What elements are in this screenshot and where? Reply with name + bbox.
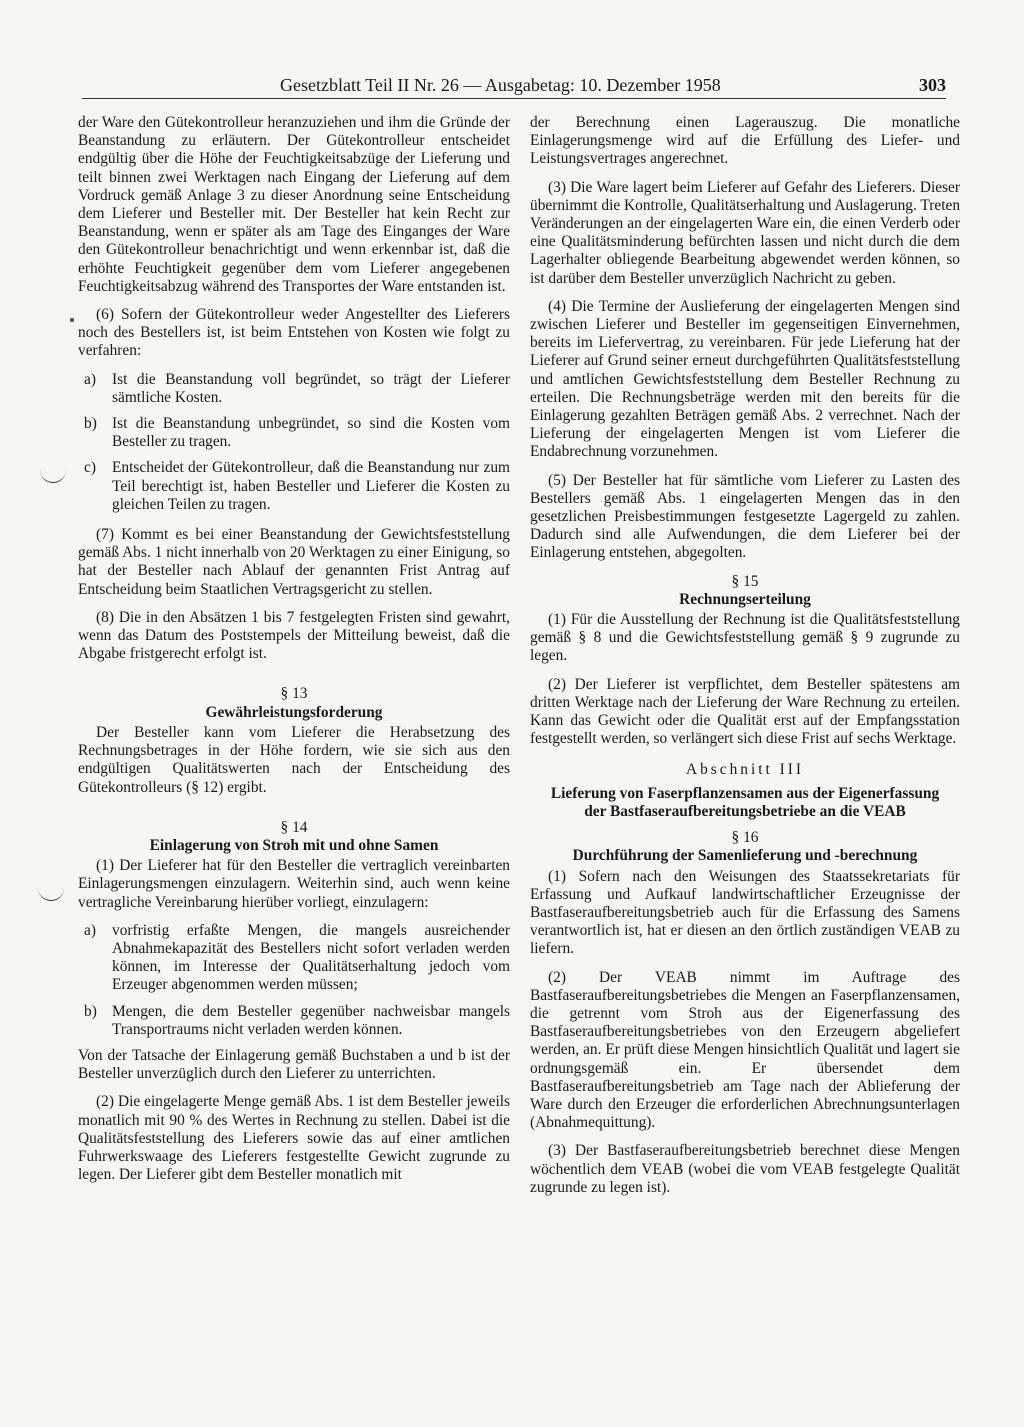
list-label: a) [84,370,96,388]
list-label: c) [84,459,96,477]
page-number: 303 [919,75,946,95]
paragraph: Von der Tatsache der Einlagerung gemäß Buchstaben a und b ist der Besteller unverzüglich durch den Lieferer zu unterrichten. [78,1046,510,1083]
paragraph: (4) Die Termine der Auslieferung der eingelagerten Mengen sind zwischen Lieferer und Besteller im gegenseitigen Einvernehmen, bereits im Liefervertrag, zu vereinbaren. Für jede Lieferung hat der Lieferer auf Grund seiner erneut durchgeführten Qualitätsfeststellung und amtlichen Gewichtsfeststellung dem Besteller Rechnung zu erteilen. Die Rechnungsbeträge werden mit den bereits für die Einlagerung gezahlten Beträgen gemäß Abs. 2 verrechnet. Nach der Lieferung der eingelagerten Mengen ist vom Lieferer die Endabrechnung vorzunehmen. [530,297,960,461]
section-number: § 16 [731,829,759,847]
list-text: Ist die Beanstandung unbegründet, so sind die Kosten vom Besteller zu tragen. [112,415,510,451]
paragraph: Der Besteller kann vom Lieferer die Herabsetzung des Rechnungsbetrages in der Höhe fordern, wie sie sich aus den endgültigen Qualitätswerten nach der Entscheidung des Gütekontrolleurs (§ 12) ergibt. [78,723,510,796]
paragraph: (5) Der Besteller hat für sämtliche vom Lieferer zu Lasten des Bestellers gemäß Abs. 1 eingelagerten Mengen das in den gesetzlichen Preisbestimmungen festgesetzte Lagergeld zu zahlen. Dadurch sind alle Aufwendungen, die dem Lieferer bei der Einlagerung entstehen, abgegolten. [530,471,960,562]
paragraph: (7) Kommt es bei einer Beanstandung der Gewichtsfeststellung gemäß Abs. 1 nicht innerhalb von 20 Werktagen zu einer Einigung, so hat der Besteller nach Ablauf der genannten Frist Antrag auf Entscheidung beim Staatlichen Vertragsgericht zu stellen. [78,526,510,598]
paragraph: (2) Der VEAB nimmt im Auftrage des Bastfaseraufbereitungsbetriebes die Mengen an Faserpflanzensamen, die getrennt vom Stroh aus der Eigenerfassung des Bastfaseraufbereitungsbetriebes von den Erzeugern abgeliefert werden, an. Er prüft diese Mengen hinsichtlich Qualität und lagert sie ordnungsgemäß ein. Er übersendet dem Bastfaseraufbereitungsbetrieb am Tage nach der Ablieferung der Ware durch den Erzeuger die erforderlichen Abrechnungsunterlagen (Abnahmequittung). [530,968,960,1132]
part-title: Lieferung von Faserpflanzensamen aus der Eigenerfassung der Bastfaseraufbereitungsbetriebe an die VEAB [550,784,940,820]
list-text: vorfristig erfaßte Mengen, die mangels ausreichender Abnahmekapazität des Bestellers nicht sofort verladen werden können, im Interesse der Qualitätserhaltung jedoch vom Erzeuger abgenommen werden müssen; [112,921,510,994]
paragraph: (1) Für die Ausstellung der Rechnung ist die Qualitätsfeststellung gemäß § 8 und die Gewichtsfeststellung gemäß § 9 zugrunde zu legen. [530,611,960,665]
paragraph: (2) Die eingelagerte Menge gemäß Abs. 1 ist dem Besteller jeweils monatlich mit 90 % des Wertes in Rechnung zu stellen. Dabei ist die Qualitätsfeststellung des Lieferers sowie das auf einer amtlichen Fuhrwerkswaage des Lieferers festgestellte Gewicht zugrunde zu legen. Der Lieferer gibt dem Besteller monatlich mit [78,1093,510,1184]
section-title: Einlagerung von Stroh mit und ohne Samen [149,836,439,854]
section-title: Durchführung der Samenlieferung und -berechnung [572,847,918,865]
section-number: § 15 [731,572,759,590]
paragraph: (8) Die in den Absätzen 1 bis 7 festgelegten Fristen sind gewahrt, wenn das Datum des Poststempels der Mitteilung beweist, daß die Abgabe fristgerecht erfolgt ist. [78,608,510,663]
paragraph: (3) Die Ware lagert beim Lieferer auf Gefahr des Lieferers. Dieser übernimmt die Kontrolle, Qualitätserhaltung und Auslagerung. Treten Veränderungen an der eingelagerten Ware ein, die einen Verderb oder eine Qualitätsminderung befürchten lassen und nicht durch die dem Lagerhalter obliegende Bearbeitung abgewendet werden können, so ist darüber dem Besteller unverzüglich Nachricht zu geben. [530,178,961,287]
list-text: Entscheidet der Gütekontrolleur, daß die Beanstandung nur zum Teil berechtigt ist, haben Besteller und Lieferer die Kosten zu gleichen Teilen zu tragen. [112,459,510,513]
list-item [78,415,510,451]
right-column [530,114,960,1207]
list-item [78,459,510,514]
left-column [78,114,510,1194]
list-item [78,922,510,995]
list-text: Mengen, die dem Besteller gegenüber nachweisbar mangels Transportraums nicht verladen werden können. [112,1002,510,1038]
margin-mark [38,888,64,901]
list-label: a) [84,921,96,939]
section-title: Gewährleistungsforderung [205,703,383,721]
section-number: § 13 [280,685,308,703]
section-title: Rechnungserteilung [679,590,811,608]
paragraph: der Berechnung einen Lagerauszug. Die monatliche Einlagerungsmenge wird auf die Erfüllung des Liefer- und Leistungsvertrages angerechnet. [530,114,960,168]
part-heading: Abschnitt III [685,760,805,778]
list-label: b) [84,415,97,433]
section-number: § 14 [280,818,308,836]
paragraph: der Ware den Gütekontrolleur heranzuziehen und ihm die Gründe der Beanstandung zu erläutern. Der Gütekontrolleur entscheidet endgültig über die Höhe der Feuchtigkeitsabzüge der Lieferung und teilt binnen zwei Werktagen nach Eingang der Lieferung auf dem Vordruck gemäß Anlage 3 zu dieser Anordnung seine Entscheidung dem Lieferer und Besteller mit. Der Besteller hat kein Recht zur Beanstandung, wenn er später als am Tage des Einganges der Ware den Gütekontrolleur benachrichtigt und wenn erkennbar ist, daß die erhöhte Feuchtigkeit gegenüber dem vom Lieferer angegebenen Feuchtigkeitsabzug während des Transportes der Ware entstanden ist. [78,114,510,295]
list-item [78,371,510,407]
margin-dot [70,318,74,322]
list-text: Ist die Beanstandung voll begründet, so trägt der Lieferer sämtliche Kosten. [112,370,510,406]
paragraph: (1) Sofern nach den Weisungen des Staatssekretariats für Erfassung und Aufkauf landwirtschaftlicher Erzeugnisse der Bastfaseraufbereitungsbetrieb auch für die Erfassung des Samens verantwortlich ist, hat er diesen an den örtlich zuständigen VEAB zu liefern. [530,867,960,958]
header-title: Gesetzblatt Teil II Nr. 26 — Ausgabetag: 10. Dezember 1958 [280,75,721,95]
list-label: b) [84,1002,97,1020]
paragraph: (2) Der Lieferer ist verpflichtet, dem Besteller spätestens am dritten Werktage nach der Lieferung der Ware Rechnung zu erteilen. Kann das Gewicht oder die Qualität erst auf der Empfangsstation festgestellt werden, so verlängert sich diese Frist auf sechs Werktage. [530,675,960,748]
page-header [82,74,946,99]
list-item [78,1003,510,1039]
paragraph: (1) Der Lieferer hat für den Besteller die vertraglich vereinbarten Einlagerungsmengen einzulagern. Weiterhin sind, auch wenn keine vertragliche Vereinbarung hierüber vorliegt, einzulagern: [78,857,510,911]
paragraph: (6) Sofern der Gütekontrolleur weder Angestellter des Lieferers noch des Bestellers ist, ist beim Entstehen von Kosten wie folgt zu verfahren: [78,306,510,360]
paragraph: (3) Der Bastfaseraufbereitungsbetrieb berechnet diese Mengen wöchentlich dem VEAB (wobei die vom VEAB festgelegte Qualität zugrunde zu legen ist). [530,1142,960,1196]
margin-mark [40,470,66,483]
